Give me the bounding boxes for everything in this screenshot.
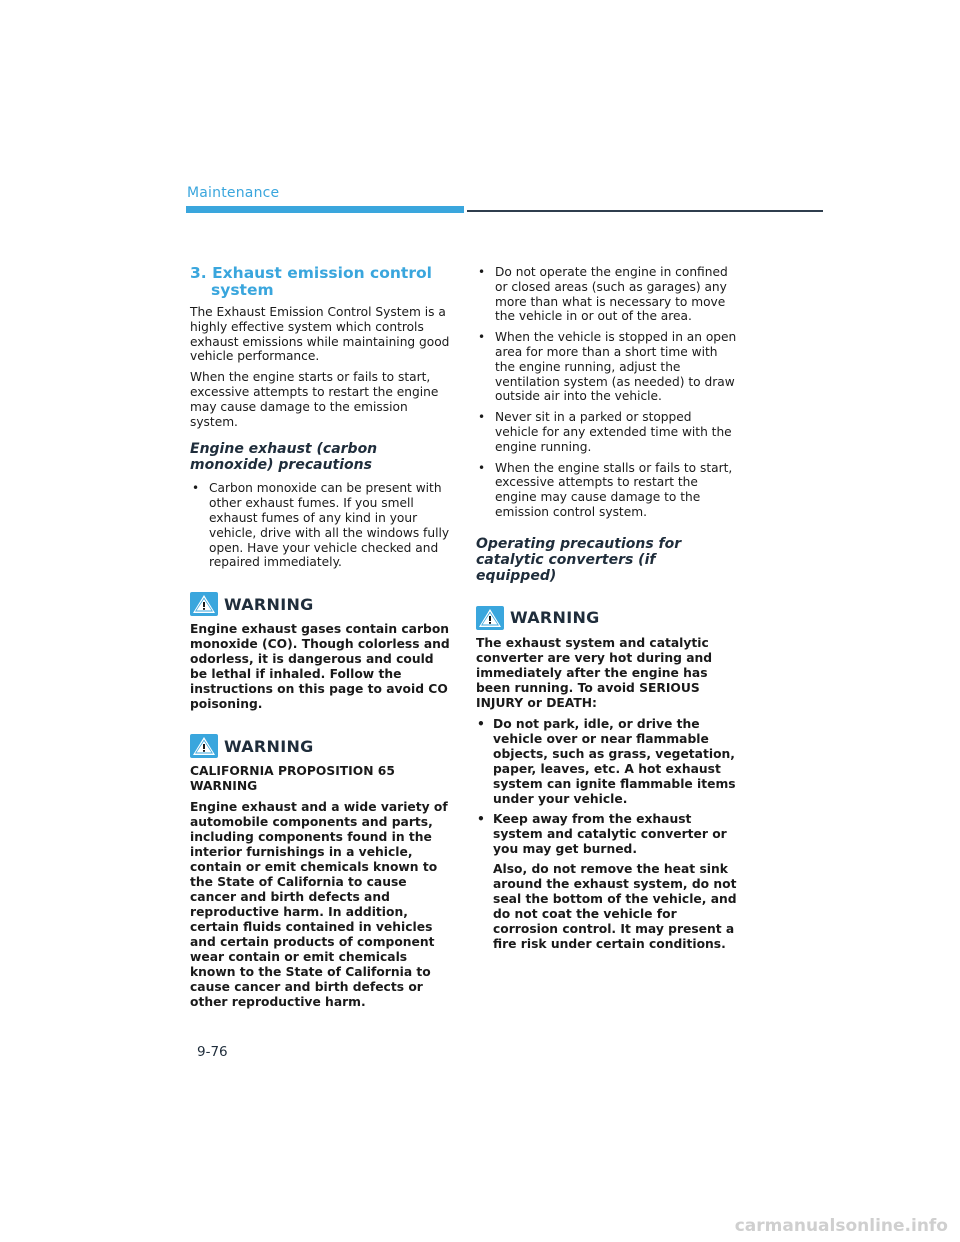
section-header: Maintenance — [187, 185, 280, 201]
list-item: • When the engine stalls or fails to start, excessive attempts to restart the engine may cause damage to the emission control system. — [478, 460, 733, 519]
warning-triangle-icon — [190, 592, 218, 616]
header-rule-thin — [467, 210, 823, 212]
warning-subtitle: CALIFORNIA PROPOSITION 65 WARNING — [190, 764, 395, 794]
warning-text: Engine exhaust gases contain carbon monoxide (CO). Though colorless and odorless, it is dangerous and could be lethal if inhaled. Follow the instructions on this page to avoid CO poisoning. — [190, 622, 450, 712]
list-item: • Do not operate the engine in confined or closed areas (such as garages) any more than what is necessary to move the vehicle in or out of the area. — [478, 265, 728, 324]
co-bullet-list — [190, 481, 452, 570]
intro-paragraph-2: When the engine starts or fails to start, excessive attempts to restart the engine may cause damage to the emission system. — [190, 370, 439, 429]
warning-title: WARNING — [224, 594, 314, 614]
warning-triangle-icon — [190, 734, 218, 758]
page-number: 9-76 — [197, 1044, 228, 1060]
section-title: 3. Exhaust emission control system — [190, 264, 432, 299]
warning-title: WARNING — [224, 736, 314, 756]
list-item: • Carbon monoxide can be present with other exhaust fumes. If you smell exhaust fumes of any kind in your vehicle, drive with all the windows fully open. Have your vehicle checked and repaired immediately. — [192, 481, 450, 570]
warning-triangle-icon — [476, 606, 504, 630]
catalytic-heading: Operating precautions for catalytic converters (if equipped) — [476, 535, 682, 584]
warning-continuation: Also, do not remove the heat sink around the exhaust system, do not seal the bottom of the vehicle, and do not coat the vehicle for corrosion control. It may present a fire risk under certain conditions. — [493, 861, 737, 951]
warning-text: The exhaust system and catalytic converter are very hot during and immediately after the engine has been running. To avoid SERIOUS INJURY or DEATH: — [476, 635, 713, 710]
warning-bullet-list — [476, 717, 738, 857]
warning-prop65 — [190, 734, 452, 1010]
exhaust-bullet-list — [476, 265, 738, 520]
list-item: • Do not park, idle, or drive the vehicle over or near flammable objects, such as grass, vegetation, paper, leaves, etc. A hot exhaust system can ignite flammable items under your vehicle. — [477, 716, 736, 806]
right-column — [476, 265, 738, 956]
intro-paragraph-1: The Exhaust Emission Control System is a highly effective system which controls exhaust emissions while maintaining good vehicle performance. — [190, 305, 450, 364]
header-rule-accent — [186, 206, 464, 213]
left-column — [190, 265, 452, 1016]
warning-title: WARNING — [510, 608, 600, 628]
warning-co — [190, 592, 452, 712]
list-item: • Never sit in a parked or stopped vehicle for any extended time with the engine running. — [478, 410, 732, 454]
co-precautions-heading: Engine exhaust (carbon monoxide) precautions — [190, 441, 378, 474]
list-item: • Keep away from the exhaust system and catalytic converter or you may get burned. — [477, 811, 727, 856]
warning-text: Engine exhaust and a wide variety of automobile components and parts, including components found in the interior furnishings in a vehicle, contain or emit chemicals known to the State of California to cause cancer and birth defects and reproductive harm. In addition, certain fluids contained in vehicles and certain products of component wear contain or emit chemicals known to the State of California to cause cancer and birth defects or other reproductive harm. — [190, 800, 448, 1010]
watermark: carmanualsonline.info — [734, 1216, 948, 1236]
warning-catalytic — [476, 606, 738, 952]
list-item: • When the vehicle is stopped in an open area for more than a short time with the engine running, adjust the ventilation system (as needed) to draw outside air into the vehicle. — [478, 330, 737, 404]
